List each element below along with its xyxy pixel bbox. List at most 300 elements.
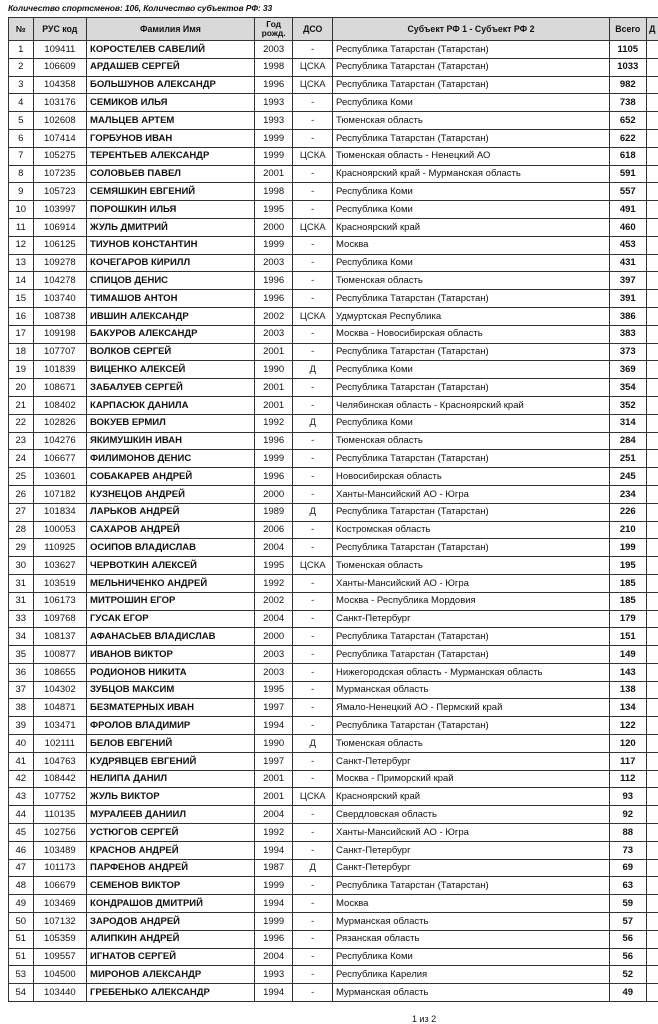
row-total: 57 [609,913,646,931]
row-athlete-name: МАЛЬЦЕВ АРТЕМ [87,112,255,130]
row-birth-year: 1997 [254,752,293,770]
row-num: 51 [9,930,34,948]
row-extra [646,824,658,842]
row-rus-code: 107752 [33,788,86,806]
table-row [9,663,658,681]
row-rus-code: 110925 [33,539,86,557]
row-dso: - [293,432,333,450]
row-rus-code: 103176 [33,94,86,112]
row-birth-year: 1996 [254,290,293,308]
row-num: 38 [9,699,34,717]
row-rus-code: 105359 [33,930,86,948]
row-num: 48 [9,877,34,895]
row-rus-code: 106677 [33,450,86,468]
row-total: 73 [609,841,646,859]
table-row [9,254,658,272]
table-row [9,646,658,664]
row-dso: - [293,379,333,397]
row-subject: Республика Татарстан (Татарстан) [333,628,610,646]
row-extra [646,788,658,806]
row-birth-year: 1998 [254,58,293,76]
row-dso: ЦСКА [293,557,333,575]
row-dso: ЦСКА [293,788,333,806]
row-athlete-name: МЕЛЬНИЧЕНКО АНДРЕЙ [87,574,255,592]
row-extra [646,521,658,539]
row-rus-code: 108442 [33,770,86,788]
column-header-num: № [9,18,34,41]
row-num: 29 [9,539,34,557]
row-athlete-name: СЕМЯШКИН ЕВГЕНИЙ [87,183,255,201]
row-num: 30 [9,557,34,575]
row-athlete-name: ВИЦЕНКО АЛЕКСЕЙ [87,361,255,379]
row-athlete-name: АФАНАСЬЕВ ВЛАДИСЛАВ [87,628,255,646]
row-num: 50 [9,913,34,931]
row-num: 51 [9,948,34,966]
row-birth-year: 2001 [254,343,293,361]
row-athlete-name: ФРОЛОВ ВЛАДИМИР [87,717,255,735]
page-indicator: 1 из 2 [412,1014,437,1024]
column-header-total: Всего [609,18,646,41]
row-num: 37 [9,681,34,699]
row-rus-code: 109411 [33,41,86,59]
row-birth-year: 1993 [254,966,293,984]
row-athlete-name: БОЛЬШУНОВ АЛЕКСАНДР [87,76,255,94]
row-subject: Красноярский край - Мурманская область [333,165,610,183]
row-subject: Удмуртская Республика [333,307,610,325]
row-extra [646,503,658,521]
row-num: 40 [9,735,34,753]
row-subject: Республика Коми [333,414,610,432]
table-row [9,147,658,165]
row-athlete-name: ТЕРЕНТЬЕВ АЛЕКСАНДР [87,147,255,165]
row-total: 397 [609,272,646,290]
row-rus-code: 103740 [33,290,86,308]
row-subject: Тюменская область [333,557,610,575]
row-rus-code: 109198 [33,325,86,343]
row-rus-code: 104500 [33,966,86,984]
row-extra [646,112,658,130]
table-row [9,806,658,824]
row-num: 4 [9,94,34,112]
table-row [9,592,658,610]
row-num: 11 [9,218,34,236]
row-dso: - [293,646,333,664]
row-total: 185 [609,574,646,592]
row-dso: - [293,236,333,254]
row-total: 185 [609,592,646,610]
column-header-name: Фамилия Имя [87,18,255,41]
row-rus-code: 108655 [33,663,86,681]
row-dso: - [293,752,333,770]
row-total: 234 [609,485,646,503]
row-rus-code: 108671 [33,379,86,397]
row-rus-code: 109278 [33,254,86,272]
row-subject: Нижегородская область - Мурманская область [333,663,610,681]
row-dso: - [293,895,333,913]
summary-line: Количество спортсменов: 106, Количество субъектов РФ: 33 [8,3,273,13]
row-extra [646,450,658,468]
row-extra [646,468,658,486]
row-extra [646,681,658,699]
row-total: 88 [609,824,646,842]
row-subject: Москва - Новосибирская область [333,325,610,343]
row-dso: - [293,201,333,219]
row-dso: ЦСКА [293,58,333,76]
row-total: 63 [609,877,646,895]
row-dso: - [293,468,333,486]
row-birth-year: 2001 [254,788,293,806]
table-row [9,112,658,130]
row-dso: Д [293,859,333,877]
row-athlete-name: ИВШИН АЛЕКСАНДР [87,307,255,325]
row-subject: Ханты-Мансийский АО - Югра [333,824,610,842]
row-dso: Д [293,735,333,753]
row-total: 982 [609,76,646,94]
row-num: 1 [9,41,34,59]
row-athlete-name: ЖУЛЬ ВИКТОР [87,788,255,806]
table-row [9,325,658,343]
row-total: 369 [609,361,646,379]
row-athlete-name: ЗАБАЛУЕВ СЕРГЕЙ [87,379,255,397]
row-birth-year: 2003 [254,254,293,272]
column-header-extra: Д [646,18,658,41]
row-total: 92 [609,806,646,824]
row-extra [646,379,658,397]
table-row [9,94,658,112]
row-num: 26 [9,485,34,503]
row-num: 46 [9,841,34,859]
row-num: 47 [9,859,34,877]
table-row [9,699,658,717]
row-dso: - [293,930,333,948]
row-extra [646,841,658,859]
row-subject: Санкт-Петербург [333,752,610,770]
row-extra [646,432,658,450]
row-dso: - [293,610,333,628]
row-total: 120 [609,735,646,753]
athletes-table [8,17,658,1002]
row-extra [646,147,658,165]
row-num: 34 [9,628,34,646]
row-rus-code: 103471 [33,717,86,735]
row-birth-year: 1996 [254,930,293,948]
row-athlete-name: ГОРБУНОВ ИВАН [87,129,255,147]
row-extra [646,859,658,877]
row-num: 43 [9,788,34,806]
row-subject: Санкт-Петербург [333,841,610,859]
row-rus-code: 102826 [33,414,86,432]
row-subject: Республика Коми [333,201,610,219]
row-dso: Д [293,503,333,521]
row-dso: - [293,129,333,147]
row-total: 117 [609,752,646,770]
row-extra [646,913,658,931]
row-birth-year: 2000 [254,485,293,503]
row-dso: - [293,824,333,842]
row-dso: ЦСКА [293,218,333,236]
row-extra [646,877,658,895]
table-row [9,930,658,948]
row-extra [646,735,658,753]
row-athlete-name: КОРОСТЕЛЕВ САВЕЛИЙ [87,41,255,59]
table-row [9,824,658,842]
row-subject: Республика Коми [333,361,610,379]
table-row [9,628,658,646]
row-extra [646,325,658,343]
row-extra [646,58,658,76]
row-extra [646,717,658,735]
row-birth-year: 1990 [254,361,293,379]
row-athlete-name: КУДРЯВЦЕВ ЕВГЕНИЙ [87,752,255,770]
row-total: 56 [609,948,646,966]
row-rus-code: 107414 [33,129,86,147]
row-athlete-name: ЗАРОДОВ АНДРЕЙ [87,913,255,931]
row-extra [646,628,658,646]
row-rus-code: 104302 [33,681,86,699]
row-birth-year: 1995 [254,557,293,575]
row-num: 35 [9,646,34,664]
table-row [9,574,658,592]
row-num: 54 [9,984,34,1002]
row-total: 93 [609,788,646,806]
row-athlete-name: ЯКИМУШКИН ИВАН [87,432,255,450]
table-row [9,165,658,183]
row-birth-year: 2000 [254,628,293,646]
row-subject: Москва - Приморский край [333,770,610,788]
row-athlete-name: ГРЕБЕНЬКО АЛЕКСАНДР [87,984,255,1002]
column-header-birth-year: Год рожд. [254,18,293,41]
row-athlete-name: ЗУБЦОВ МАКСИМ [87,681,255,699]
row-num: 6 [9,129,34,147]
row-athlete-name: ИГНАТОВ СЕРГЕЙ [87,948,255,966]
row-dso: - [293,450,333,468]
row-dso: - [293,699,333,717]
row-total: 352 [609,396,646,414]
row-birth-year: 1994 [254,895,293,913]
row-athlete-name: ЛАРЬКОВ АНДРЕЙ [87,503,255,521]
row-dso: - [293,806,333,824]
row-rus-code: 104276 [33,432,86,450]
row-dso: - [293,770,333,788]
row-dso: - [293,717,333,735]
row-birth-year: 1989 [254,503,293,521]
table-row [9,984,658,1002]
row-total: 251 [609,450,646,468]
row-total: 56 [609,930,646,948]
row-num: 23 [9,432,34,450]
row-subject: Ханты-Мансийский АО - Югра [333,485,610,503]
row-subject: Республика Коми [333,183,610,201]
table-row [9,218,658,236]
row-athlete-name: МИРОНОВ АЛЕКСАНДР [87,966,255,984]
row-extra [646,539,658,557]
row-subject: Тюменская область [333,735,610,753]
row-subject: Республика Татарстан (Татарстан) [333,76,610,94]
row-dso: - [293,272,333,290]
row-birth-year: 1999 [254,236,293,254]
row-num: 41 [9,752,34,770]
row-athlete-name: НЕЛИПА ДАНИЛ [87,770,255,788]
table-row [9,877,658,895]
row-num: 25 [9,468,34,486]
row-num: 20 [9,379,34,397]
row-subject: Республика Татарстан (Татарстан) [333,58,610,76]
row-rus-code: 108137 [33,628,86,646]
row-dso: - [293,539,333,557]
row-dso: ЦСКА [293,307,333,325]
table-row [9,41,658,59]
row-rus-code: 105723 [33,183,86,201]
row-birth-year: 2004 [254,948,293,966]
row-dso: - [293,485,333,503]
table-row [9,396,658,414]
row-extra [646,610,658,628]
row-extra [646,557,658,575]
row-num: 36 [9,663,34,681]
row-athlete-name: ТИМАШОВ АНТОН [87,290,255,308]
row-birth-year: 1999 [254,129,293,147]
table-row [9,681,658,699]
row-dso: - [293,183,333,201]
row-birth-year: 1999 [254,913,293,931]
table-row [9,343,658,361]
row-num: 3 [9,76,34,94]
row-num: 17 [9,325,34,343]
row-total: 373 [609,343,646,361]
row-birth-year: 2001 [254,770,293,788]
row-athlete-name: ГУСАК ЕГОР [87,610,255,628]
row-birth-year: 2004 [254,610,293,628]
table-row [9,432,658,450]
row-athlete-name: СОБАКАРЕВ АНДРЕЙ [87,468,255,486]
row-extra [646,930,658,948]
row-birth-year: 2004 [254,806,293,824]
row-num: 2 [9,58,34,76]
row-dso: Д [293,361,333,379]
row-birth-year: 1998 [254,183,293,201]
row-athlete-name: ЧЕРВОТКИН АЛЕКСЕЙ [87,557,255,575]
row-birth-year: 2006 [254,521,293,539]
row-total: 738 [609,94,646,112]
row-dso: - [293,948,333,966]
row-extra [646,948,658,966]
table-row [9,735,658,753]
row-rus-code: 100053 [33,521,86,539]
column-header-subject: Субъект РФ 1 - Субъект РФ 2 [333,18,610,41]
row-subject: Красноярский край [333,788,610,806]
row-subject: Мурманская область [333,681,610,699]
row-extra [646,236,658,254]
table-row [9,521,658,539]
row-birth-year: 2002 [254,307,293,325]
row-num: 18 [9,343,34,361]
row-rus-code: 100877 [33,646,86,664]
row-subject: Санкт-Петербург [333,610,610,628]
row-dso: - [293,325,333,343]
row-dso: - [293,966,333,984]
row-extra [646,254,658,272]
row-rus-code: 104358 [33,76,86,94]
row-extra [646,752,658,770]
row-birth-year: 1993 [254,94,293,112]
row-total: 226 [609,503,646,521]
row-extra [646,307,658,325]
row-rus-code: 103469 [33,895,86,913]
row-birth-year: 1987 [254,859,293,877]
row-athlete-name: ТИУНОВ КОНСТАНТИН [87,236,255,254]
row-extra [646,361,658,379]
row-rus-code: 105275 [33,147,86,165]
row-extra [646,129,658,147]
row-athlete-name: САХАРОВ АНДРЕЙ [87,521,255,539]
row-total: 431 [609,254,646,272]
row-rus-code: 102111 [33,735,86,753]
row-num: 12 [9,236,34,254]
row-dso: - [293,628,333,646]
row-total: 69 [609,859,646,877]
row-athlete-name: АРДАШЕВ СЕРГЕЙ [87,58,255,76]
row-birth-year: 1993 [254,112,293,130]
row-birth-year: 2001 [254,396,293,414]
table-body [9,41,658,1002]
row-rus-code: 106679 [33,877,86,895]
row-athlete-name: КОНДРАШОВ ДМИТРИЙ [87,895,255,913]
row-subject: Москва [333,236,610,254]
row-num: 15 [9,290,34,308]
row-total: 1033 [609,58,646,76]
table-row [9,841,658,859]
row-subject: Республика Коми [333,94,610,112]
row-dso: - [293,94,333,112]
row-extra [646,414,658,432]
row-total: 652 [609,112,646,130]
table-header-row [9,18,658,41]
table-row [9,450,658,468]
row-birth-year: 2003 [254,663,293,681]
row-total: 557 [609,183,646,201]
row-total: 618 [609,147,646,165]
row-subject: Республика Татарстан (Татарстан) [333,877,610,895]
row-total: 391 [609,290,646,308]
table-row [9,129,658,147]
row-dso: - [293,663,333,681]
row-athlete-name: ПАРФЕНОВ АНДРЕЙ [87,859,255,877]
row-athlete-name: БЕЛОВ ЕВГЕНИЙ [87,735,255,753]
row-birth-year: 2002 [254,592,293,610]
row-birth-year: 1992 [254,414,293,432]
row-athlete-name: ОСИПОВ ВЛАДИСЛАВ [87,539,255,557]
table-row [9,183,658,201]
row-rus-code: 106609 [33,58,86,76]
row-athlete-name: ФИЛИМОНОВ ДЕНИС [87,450,255,468]
row-birth-year: 1994 [254,984,293,1002]
row-birth-year: 2003 [254,646,293,664]
row-extra [646,574,658,592]
row-total: 386 [609,307,646,325]
row-extra [646,806,658,824]
row-birth-year: 1992 [254,824,293,842]
row-dso: - [293,343,333,361]
row-total: 52 [609,966,646,984]
row-num: 19 [9,361,34,379]
row-birth-year: 1996 [254,432,293,450]
row-subject: Республика Татарстан (Татарстан) [333,129,610,147]
table-row [9,717,658,735]
row-rus-code: 106914 [33,218,86,236]
table-row [9,272,658,290]
row-rus-code: 104763 [33,752,86,770]
row-athlete-name: СЕМЕНОВ ВИКТОР [87,877,255,895]
